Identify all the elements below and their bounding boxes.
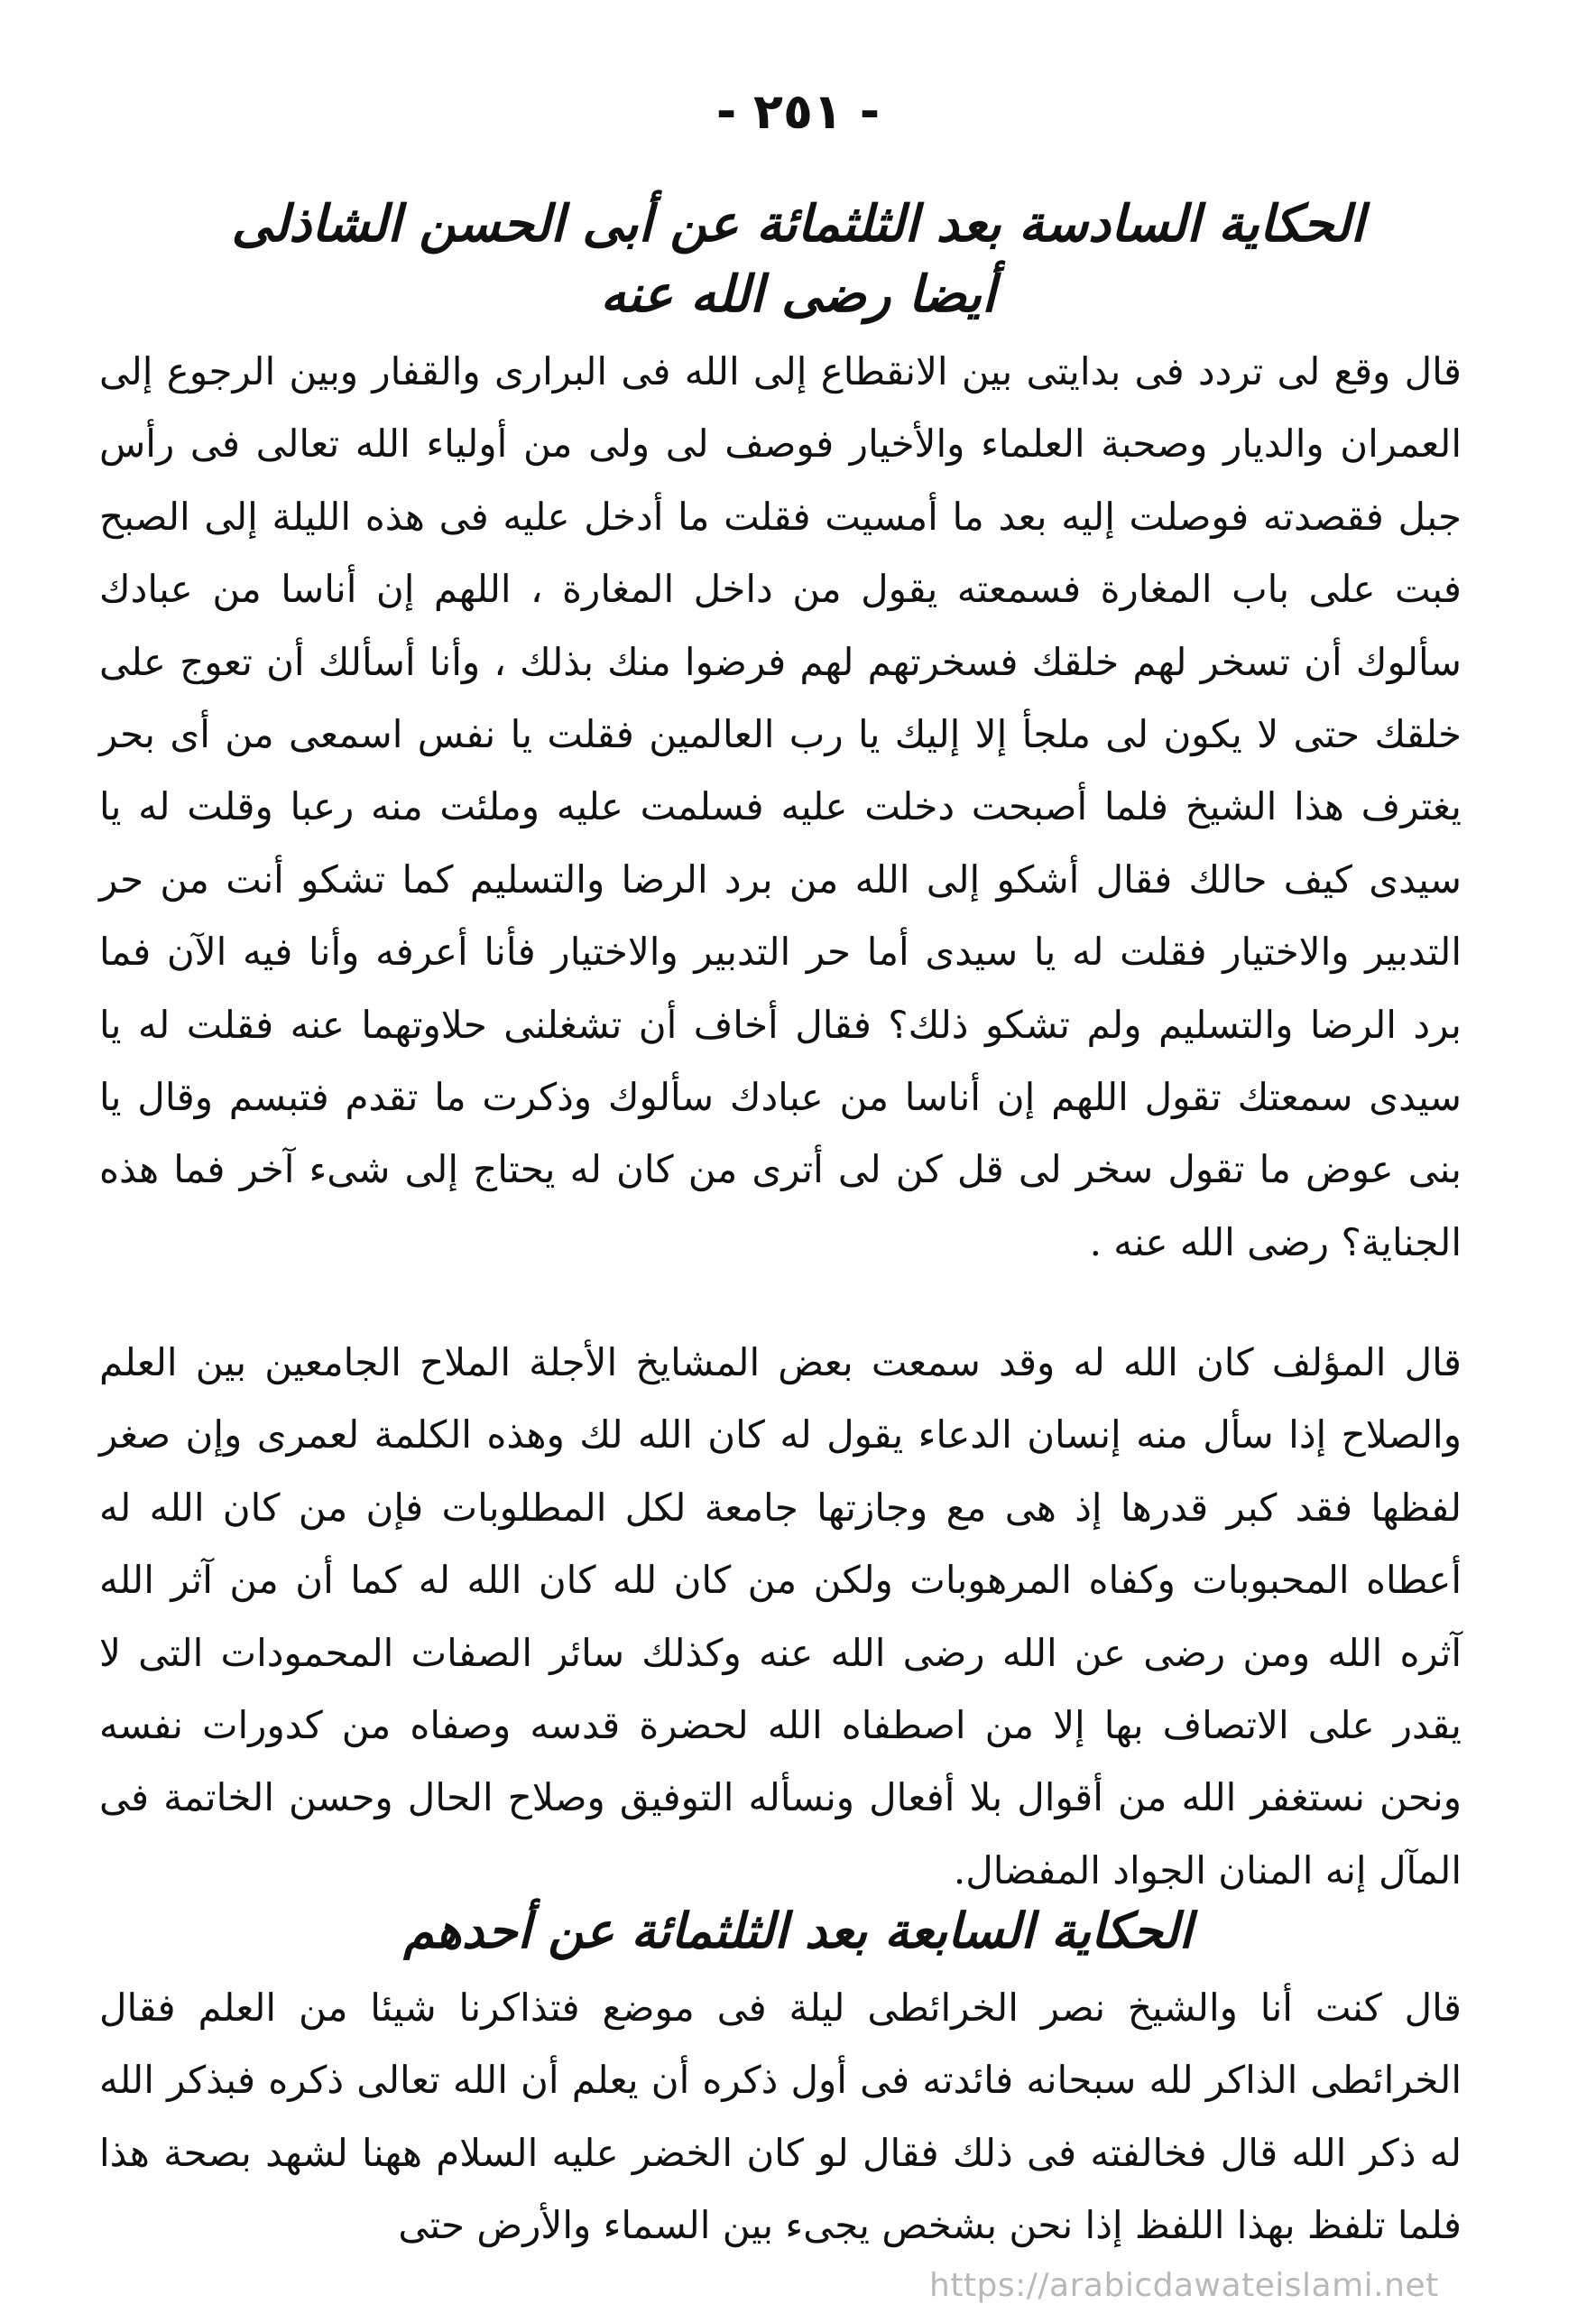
author-commentary-paragraph: قال المؤلف كان الله له وقد سمعت بعض المشايخ الأجلة الملاح الجامعين بين العلم والصلاح إذا سأل منه إنسان الدعاء يقول له كان الله لك وهذه الكلمة لعمرى وإن صغر لفظها فقد كبر قدرها إذ هى مع وجازتها جامعة لكل المطلوبات فإن من كان الله له أعطاه المحبوبات وكفاه المرهوبات ولكن من كان لله كان الله له كما أن من آثر الله آثره الله ومن رضى عن الله رضى الله عنه وكذلك سائر الصفات المحمودات التى لا يقدر على الاتصاف بها إلا من اصطفاه الله لحضرة قدسه وصفاه من كدورات نفسه ونحن نستغفر الله من أقوال بلا أفعال ونسأله التوفيق وصلاح الحال وحسن الخاتمة فى المآل إنه المنان الجواد المفضال.: [99, 1340, 1462, 1893]
page-number: - ٢٥١ -: [715, 83, 881, 140]
story-307-paragraph: قال كنت أنا والشيخ نصر الخرائطى ليلة فى موضع فتذاكرنا شيئا من العلم فقال الخرائطى الذاكر لله سبحانه فائدته فى أول ذكره أن يعلم أن الله تعالى ذكره فبذكر الله له ذكر الله قال فخالفته فى ذلك فقال لو كان الخضر عليه السلام ههنا لشهد بصحة هذا فلما تلفظ بهذا اللفظ إذا نحن بشخص يجىء بين السماء والأرض حتى: [99, 1985, 1462, 2248]
heading-line-2: أيضا رضى الله عنه: [600, 265, 996, 324]
story-heading-306: [126, 190, 1470, 330]
heading-line-1: الحكاية السادسة بعد الثلثمائة عن أبى الحسن الشاذلى: [231, 195, 1365, 254]
watermark-url: https://arabicdawateislami.net: [929, 2267, 1439, 2304]
story-heading-307: الحكاية السابعة بعد الثلثمائة عن أحدهم: [403, 1902, 1193, 1959]
story-306-paragraph: قال وقع لى تردد فى بدايتى بين الانقطاع إلى الله فى البرارى والقفار وبين الرجوع إلى العمران والديار وصحبة العلماء والأخيار فوصف لى ولى من أولياء الله تعالى فى رأس جبل فقصدته فوصلت إليه بعد ما أمسيت فقلت ما أدخل عليه فى هذه الليلة إلى الصبح فبت على باب المغارة فسمعته يقول من داخل المغارة ، اللهم إن أناسا من عبادك سألوك أن تسخر لهم خلقك فسخرتهم لهم فرضوا منك بذلك ، وأنا أسألك أن تعوج على خلقك حتى لا يكون لى ملجأ إلا إليك يا رب العالمين فقلت يا نفس اسمعى من أى بحر يغترف هذا الشيخ فلما أصبحت دخلت عليه فسلمت عليه وملئت منه رعبا وقلت له يا سيدى كيف حالك فقال أشكو إلى الله من برد الرضا والتسليم كما تشكو أنت من حر التدبير والاختيار فقلت له يا سيدى أما حر التدبير والاختيار فأنا أعرفه وأنا فيه الآن فما برد الرضا والتسليم ولم تشكو ذلك؟ فقال أخاف أن تشغلنى حلاوتهما عنه فقلت له يا سيدى سمعتك تقول اللهم إن أناسا من عبادك سألوك وذكرت ما تقدم فتبسم وقال يا بنى عوض ما تقول سخر لى قل كن لى أترى من كان له يحتاج إلى شىء آخر فما هذه الجناية؟ رضى الله عنه .: [99, 349, 1462, 1264]
